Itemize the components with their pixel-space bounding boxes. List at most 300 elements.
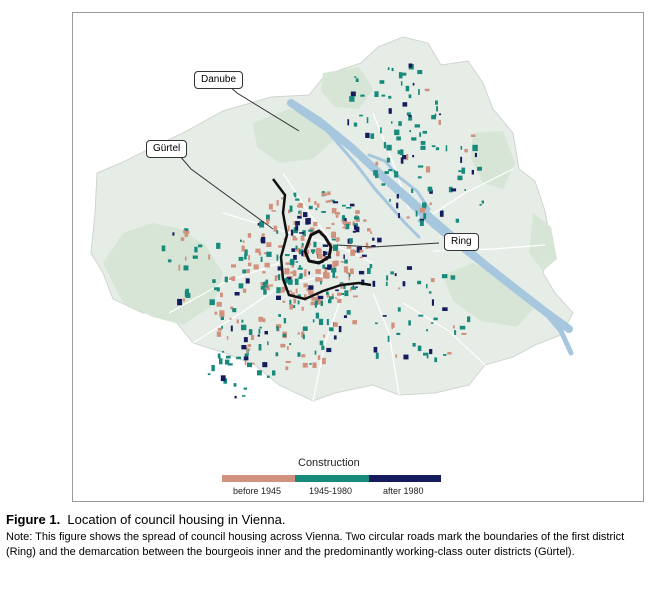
housing-plot [248,255,250,260]
housing-plot [234,383,237,387]
housing-plot [332,223,335,225]
housing-plot [225,277,228,283]
housing-plot [317,203,320,207]
housing-plot [272,210,276,212]
housing-plot [360,95,364,97]
housing-plot [257,370,262,375]
housing-plot [241,325,246,331]
housing-plot [376,353,379,359]
housing-plot [277,255,279,261]
housing-plot [280,344,285,348]
housing-plot [275,275,278,281]
housing-plot [398,121,402,126]
housing-plot [402,73,406,76]
housing-plot [439,120,442,125]
housing-plot [315,351,317,355]
housing-plot [344,266,348,272]
housing-plot [426,284,428,288]
housing-plot [349,96,354,102]
housing-plot [425,89,430,92]
housing-plot [334,335,337,339]
housing-plot [217,331,221,336]
housing-plot [354,216,359,219]
housing-plot [326,292,329,295]
housing-plot [347,310,351,315]
housing-plot [371,245,375,247]
housing-plot [198,245,202,248]
housing-plot [467,316,470,322]
housing-plot [332,272,335,278]
map-figure [72,12,644,502]
housing-plot [313,242,316,248]
housing-plot [247,269,250,273]
housing-plot [266,252,271,257]
housing-plot [413,83,415,86]
housing-plot [278,274,280,280]
housing-plot [381,95,385,97]
housing-plot [296,261,299,263]
housing-plot [388,169,392,171]
housing-plot [290,260,295,265]
housing-plot [228,363,233,365]
housing-plot [426,166,430,172]
housing-plot [422,202,426,208]
housing-plot [260,327,262,329]
housing-plot [323,245,328,247]
housing-plot [370,133,374,139]
housing-plot [325,269,328,273]
housing-plot [217,302,222,307]
housing-plot [342,205,346,207]
housing-plot [267,341,269,345]
housing-plot [310,363,312,365]
housing-plot [315,277,320,282]
housing-plot [359,271,364,275]
housing-plot [293,305,295,308]
housing-plot [312,363,316,369]
housing-plot [295,225,298,230]
housing-plot [331,232,336,239]
housing-plot [320,341,324,346]
housing-plot [172,232,174,235]
housing-plot [278,266,281,270]
housing-plot [370,231,372,234]
housing-plot [434,318,438,321]
figure-note: Note: This figure shows the spread of council housing across Vienna. Two circular roads mark the boundaries of the first district (Ring) and the demarcation between the bourgeois inner and the predominantly working-class outer districts (Gürtel). [6,531,625,558]
housing-plot [372,238,374,241]
housing-plot [299,232,304,234]
housing-plot [289,304,293,309]
housing-plot [418,89,420,95]
housing-plot [332,261,337,267]
housing-plot [344,315,347,318]
housing-plot [453,325,455,328]
housing-plot [336,241,338,243]
housing-plot [421,141,426,145]
housing-plot [263,318,265,322]
housing-plot [411,137,416,140]
housing-plot [423,131,427,134]
housing-plot [329,327,334,331]
housing-plot [354,225,357,230]
housing-plot [241,320,243,323]
housing-plot [362,255,367,257]
housing-plot [406,154,408,160]
housing-plot [431,278,435,282]
housing-plot [299,273,302,277]
housing-plot [440,211,444,217]
housing-plot [270,285,273,287]
housing-plot [318,296,323,299]
housing-plot [418,176,422,178]
housing-plot [323,335,325,338]
housing-plot [454,330,456,335]
housing-plot [295,221,300,225]
housing-plot [347,119,349,125]
housing-plot [367,228,371,231]
housing-plot [392,326,394,330]
housing-plot [183,298,185,301]
housing-plot [420,146,425,150]
housing-plot [355,210,360,214]
housing-plot [356,78,359,82]
housing-plot [456,219,459,223]
housing-plot [373,281,376,287]
housing-plot [375,322,378,324]
housing-plot [244,388,247,390]
housing-plot [298,268,303,270]
legend-label-after-1980: after 1980 [383,486,424,496]
housing-plot [309,206,313,209]
housing-plot [296,289,298,294]
housing-plot [392,68,394,71]
housing-plot [285,254,290,256]
housing-plot [374,347,378,353]
housing-plot [335,212,340,215]
housing-plot [293,238,298,241]
housing-plot [291,230,293,236]
housing-plot [301,354,305,357]
housing-plot [457,176,462,181]
housing-plot [461,333,466,335]
housing-plot [184,265,189,270]
housing-plot [285,366,288,370]
housing-plot [308,271,310,274]
housing-plot [293,236,296,238]
housing-plot [220,293,223,298]
housing-plot [398,287,400,289]
housing-plot [240,240,242,242]
housing-plot [313,319,315,322]
housing-plot [177,299,182,305]
housing-plot [333,201,338,203]
housing-plot [349,238,353,243]
housing-plot [435,101,438,105]
housing-plot [360,250,364,253]
housing-plot [248,263,252,267]
housing-plot [403,355,408,360]
housing-plot [298,300,300,304]
housing-plot [431,115,436,119]
housing-plot [403,102,408,106]
housing-plot [211,365,214,371]
housing-plot [262,271,265,273]
housing-plot [426,329,428,331]
housing-plot [439,114,441,116]
housing-plot [396,136,401,140]
housing-plot [303,363,308,368]
housing-plot [218,354,221,359]
housing-plot [354,123,357,127]
housing-plot [249,329,253,335]
housing-plot [317,248,321,251]
housing-plot [375,174,378,178]
housing-plot [265,263,270,268]
housing-plot [262,362,267,367]
housing-plot [305,218,308,224]
housing-plot [241,345,246,349]
housing-plot [388,67,390,70]
housing-plot [398,213,400,218]
legend-label-before-1945: before 1945 [233,486,282,496]
housing-plot [290,206,293,212]
housing-plot [185,257,187,261]
housing-plot [226,356,231,359]
housing-plot [239,257,244,261]
housing-plot [327,264,332,270]
legend-swatch-before-1945 [222,475,295,482]
housing-plot [336,237,340,241]
housing-plot [343,255,345,259]
housing-plot [255,249,260,253]
housing-plot [293,270,297,276]
housing-plot [321,211,326,213]
housing-plot [261,257,263,262]
housing-plot [324,272,329,278]
housing-plot [350,269,354,275]
housing-plot [432,299,434,305]
housing-plot [337,299,341,303]
housing-plot [451,275,456,279]
housing-plot [409,130,411,132]
housing-plot [359,115,363,117]
housing-plot [388,336,390,342]
housing-plot [244,255,247,260]
housing-plot [183,230,185,234]
housing-plot [430,202,432,205]
housing-plot [311,249,315,252]
housing-plot [267,376,270,378]
housing-plot [331,268,336,273]
figure-caption [6,512,656,560]
housing-plot [289,300,291,305]
housing-plot [335,276,338,278]
housing-plot [289,343,291,345]
housing-plot [334,322,338,327]
housing-plot [429,291,432,293]
housing-plot [351,92,356,97]
housing-plot [332,239,336,241]
housing-plot [222,351,224,353]
housing-plot [390,271,394,274]
housing-plot [216,243,220,249]
housing-plot [286,361,291,363]
legend-label-1945-1980: 1945-1980 [309,486,353,496]
housing-plot [443,354,446,356]
housing-plot [212,279,216,283]
housing-plot [214,287,218,290]
housing-plot [296,246,298,250]
housing-plot [394,130,399,136]
housing-plot [283,301,286,303]
housing-plot [464,189,466,191]
figure-title-text: Location of council housing in Vienna. [67,512,286,527]
housing-plot [316,208,318,210]
housing-plot [320,281,322,285]
housing-plot [280,291,285,293]
housing-plot [298,332,300,334]
housing-plot [322,193,327,196]
housing-plot [399,72,403,78]
housing-plot [265,331,269,334]
housing-plot [181,237,185,241]
housing-plot [352,320,357,324]
housing-plot [366,243,369,249]
housing-plot [428,187,433,192]
housing-plot [420,208,425,213]
housing-plot [475,153,477,157]
housing-plot [244,337,248,342]
housing-plot [416,211,418,217]
housing-plot [318,254,323,259]
housing-plot [360,257,364,259]
housing-plot [308,198,310,202]
housing-plot [301,246,304,249]
housing-plot [193,256,198,259]
housing-plot [471,135,476,138]
housing-plot [412,155,414,157]
housing-plot [272,370,275,375]
housing-plot [384,142,386,148]
housing-plot [235,396,237,399]
housing-plot [336,215,339,218]
housing-plot [398,307,401,311]
guertel-label: Gürtel [146,140,187,158]
housing-plot [351,287,356,290]
housing-plot [208,373,211,375]
housing-plot [266,242,271,247]
housing-plot [295,279,299,285]
housing-plot [210,299,215,305]
housing-plot [245,360,247,365]
housing-plot [461,146,463,150]
housing-plot [244,357,249,361]
legend-swatch-1945-1980 [295,475,369,482]
housing-plot [221,317,224,320]
housing-plot [365,133,369,138]
housing-plot [442,307,447,311]
housing-plot [396,203,398,209]
legend-title: Construction [298,457,360,469]
housing-plot [462,168,466,174]
housing-plot [218,328,222,331]
housing-plot [219,310,224,316]
housing-plot [266,287,270,290]
housing-plot [447,352,451,355]
housing-plot [326,348,331,352]
housing-plot [409,94,412,98]
housing-plot [409,64,413,68]
housing-plot [408,115,412,117]
housing-plot [389,199,391,202]
housing-plot [337,293,342,296]
housing-plot [276,326,278,331]
housing-plot [407,266,412,270]
housing-plot [321,301,323,306]
housing-plot [242,246,245,252]
housing-plot [230,318,232,320]
housing-plot [472,145,477,151]
housing-plot [367,268,371,274]
housing-plot [374,91,378,97]
housing-plot [391,121,393,123]
housing-plot [178,265,180,271]
housing-plot [363,219,366,221]
housing-plot [284,268,289,274]
housing-plot [482,201,484,204]
housing-plot [375,162,378,166]
housing-plot [442,274,448,278]
housing-plot [328,299,332,303]
housing-plot [291,248,295,252]
housing-plot [344,290,348,296]
housing-plot [229,278,233,280]
housing-plot [477,167,482,171]
housing-plot [346,207,351,209]
housing-plot [335,297,337,299]
housing-plot [354,76,356,78]
housing-plot [380,127,382,133]
housing-plot [388,96,391,99]
housing-plot [377,238,382,243]
housing-plot [396,333,400,335]
housing-plot [288,280,293,285]
housing-plot [247,348,249,354]
housing-plot [413,343,416,347]
danube-label: Danube [194,71,243,89]
housing-plot [432,145,436,147]
housing-plot [242,395,245,397]
housing-plot [322,358,326,364]
housing-plot [367,117,369,123]
housing-plot [263,282,267,288]
housing-plot [411,189,413,193]
housing-plot [381,183,385,185]
housing-plot [415,124,420,127]
housing-plot [321,346,324,350]
housing-plot [304,272,307,277]
housing-plot [335,290,339,292]
housing-plot [298,352,301,357]
housing-plot [407,216,410,218]
housing-plot [302,307,304,311]
housing-plot [303,335,305,340]
housing-plot [303,326,308,331]
housing-plot [215,312,218,315]
housing-plot [353,231,356,233]
housing-plot [276,230,278,234]
housing-plot [319,319,323,325]
